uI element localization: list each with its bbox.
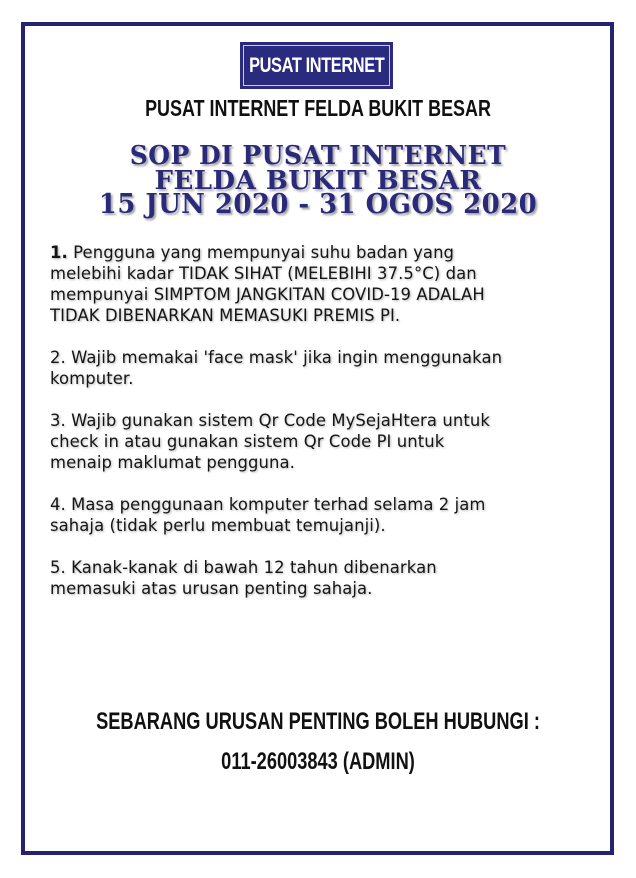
rule-text-line: Wajib memakai 'face mask' jika ingin menggunakan bbox=[71, 348, 503, 367]
rule-number: 5. bbox=[50, 558, 66, 577]
rule-number: 2. bbox=[50, 348, 66, 367]
contact-heading: SEBARANG URUSAN PENTING BOLEH HUBUNGI : bbox=[96, 708, 540, 735]
title-line-2: FELDA BUKIT BESAR bbox=[154, 165, 482, 196]
rule-text-line: Wajib gunakan sistem Qr Code MySejaHtera untuk bbox=[71, 411, 490, 430]
rule-text-line: sahaja (tidak perlu membuat temujanji). bbox=[50, 516, 386, 535]
logo-inner-border bbox=[243, 45, 390, 86]
rule-item-1 bbox=[50, 242, 610, 326]
rule-number: 4. bbox=[50, 495, 66, 514]
rule-text-line: menaip maklumat pengguna. bbox=[50, 453, 295, 472]
rule-item-3 bbox=[50, 410, 610, 473]
logo-badge bbox=[240, 42, 393, 89]
rule-text-line: Kanak-kanak di bawah 12 tahun dibenarkan bbox=[71, 558, 437, 577]
rule-item-4 bbox=[50, 494, 610, 536]
rule-item-2 bbox=[50, 347, 610, 389]
subtitle: PUSAT INTERNET FELDA BUKIT BESAR bbox=[145, 95, 491, 121]
title-line-3: 15 JUN 2020 - 31 OGOS 2020 bbox=[98, 189, 538, 220]
rule-text-line: check in atau gunakan sistem Qr Code PI untuk bbox=[50, 432, 445, 451]
title-line-1: SOP DI PUSAT INTERNET bbox=[129, 141, 507, 171]
contact-phone: 011-26003843 (ADMIN) bbox=[221, 748, 415, 775]
logo-text: PUSAT INTERNET bbox=[248, 54, 385, 77]
rule-text-line: melebihi kadar TIDAK SIHAT (MELEBIHI 37.5°C) dan bbox=[50, 264, 477, 283]
rule-text-line: Masa penggunaan komputer terhad selama 2 jam bbox=[71, 495, 486, 514]
rule-number: 3. bbox=[50, 411, 66, 430]
page-title bbox=[0, 141, 636, 220]
rule-text-line: mempunyai SIMPTOM JANGKITAN COVID-19 ADALAH bbox=[50, 285, 485, 304]
rule-number: 1. bbox=[50, 243, 68, 262]
rule-item-5 bbox=[50, 557, 610, 599]
rule-text-line: Pengguna yang mempunyai suhu badan yang bbox=[73, 243, 455, 262]
sop-rules-list bbox=[50, 242, 610, 620]
rule-text-line: komputer. bbox=[50, 369, 134, 388]
rule-text-line: TIDAK DIBENARKAN MEMASUKI PREMIS PI. bbox=[50, 306, 401, 325]
rule-text-line: memasuki atas urusan penting sahaja. bbox=[50, 579, 373, 598]
